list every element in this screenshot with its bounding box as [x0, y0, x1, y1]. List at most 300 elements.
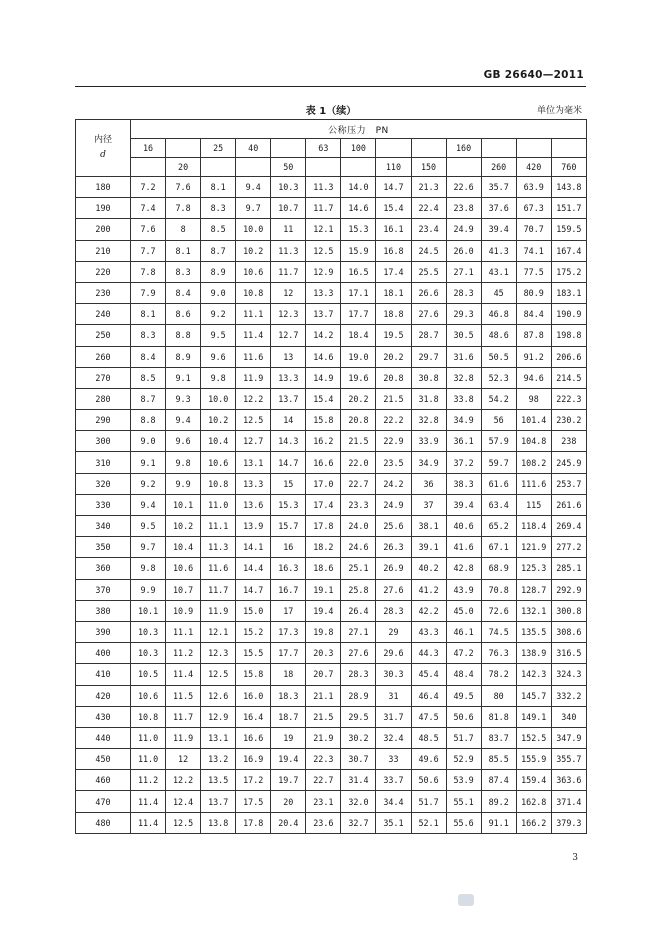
thickness-cell: 55.6	[446, 812, 481, 833]
thickness-cell: 21.5	[376, 388, 411, 409]
thickness-cell: 39.4	[481, 219, 516, 240]
thickness-cell: 11.4	[236, 325, 271, 346]
thickness-cell: 11.3	[201, 537, 236, 558]
diameter-cell: 320	[76, 473, 131, 494]
thickness-cell: 9.1	[131, 452, 166, 473]
thickness-cell: 11.0	[201, 494, 236, 515]
thickness-cell: 18.1	[376, 282, 411, 303]
thickness-cell: 13.7	[306, 304, 341, 325]
thickness-cell: 9.4	[236, 177, 271, 198]
table-row	[76, 558, 587, 579]
pn-header-cell	[376, 139, 411, 158]
thickness-cell: 183.1	[551, 282, 586, 303]
table-row	[76, 791, 587, 812]
diameter-cell: 410	[76, 664, 131, 685]
thickness-cell: 9.4	[131, 494, 166, 515]
thickness-cell: 13.7	[201, 791, 236, 812]
thickness-cell: 19.4	[306, 600, 341, 621]
thickness-cell: 46.1	[446, 621, 481, 642]
thickness-cell: 23.6	[306, 812, 341, 833]
pn-header-cell: 150	[411, 158, 446, 177]
thickness-cell: 18.7	[271, 706, 306, 727]
thickness-cell: 8.9	[166, 346, 201, 367]
thickness-cell: 23.4	[411, 219, 446, 240]
thickness-cell: 38.3	[446, 473, 481, 494]
thickness-cell: 74.1	[516, 240, 551, 261]
thickness-cell: 9.6	[201, 346, 236, 367]
thickness-cell: 11.1	[166, 621, 201, 642]
thickness-cell: 14.6	[306, 346, 341, 367]
thickness-cell: 22.7	[306, 770, 341, 791]
thickness-cell: 49.6	[411, 749, 446, 770]
thickness-cell: 41.6	[446, 537, 481, 558]
thickness-cell: 10.6	[201, 452, 236, 473]
table-row	[76, 367, 587, 388]
thickness-cell: 17.3	[271, 621, 306, 642]
thickness-cell: 17	[271, 600, 306, 621]
thickness-cell: 15.0	[236, 600, 271, 621]
table-row	[76, 325, 587, 346]
pressure-header: 公称压力 PN	[131, 120, 587, 139]
diameter-cell: 180	[76, 177, 131, 198]
thickness-cell: 89.2	[481, 791, 516, 812]
thickness-cell: 14.7	[236, 579, 271, 600]
thickness-cell: 70.8	[481, 579, 516, 600]
thickness-cell: 21.9	[306, 727, 341, 748]
thickness-cell: 39.4	[446, 494, 481, 515]
thickness-cell: 13	[271, 346, 306, 367]
thickness-cell: 8.3	[131, 325, 166, 346]
thickness-cell: 47.5	[411, 706, 446, 727]
thickness-cell: 8.8	[166, 325, 201, 346]
diameter-cell: 230	[76, 282, 131, 303]
thickness-cell: 132.1	[516, 600, 551, 621]
thickness-cell: 12.6	[201, 685, 236, 706]
thickness-cell: 111.6	[516, 473, 551, 494]
thickness-cell: 363.6	[551, 770, 586, 791]
thickness-cell: 8.4	[131, 346, 166, 367]
thickness-cell: 9.7	[236, 198, 271, 219]
diameter-cell: 370	[76, 579, 131, 600]
thickness-cell: 45.0	[446, 600, 481, 621]
thickness-cell: 56	[481, 410, 516, 431]
thickness-cell: 15.3	[271, 494, 306, 515]
thickness-cell: 17.2	[236, 770, 271, 791]
pn-header-cell	[516, 139, 551, 158]
thickness-cell: 9.0	[131, 431, 166, 452]
thickness-cell: 12	[271, 282, 306, 303]
thickness-cell: 17.0	[306, 473, 341, 494]
thickness-cell: 13.1	[236, 452, 271, 473]
thickness-cell: 138.9	[516, 643, 551, 664]
diameter-cell: 260	[76, 346, 131, 367]
thickness-cell: 20.2	[341, 388, 376, 409]
header-rule	[75, 86, 586, 87]
thickness-cell: 41.2	[411, 579, 446, 600]
thickness-cell: 16.8	[376, 240, 411, 261]
thickness-cell: 12.2	[166, 770, 201, 791]
thickness-cell: 52.1	[411, 812, 446, 833]
thickness-cell: 21.3	[411, 177, 446, 198]
thickness-cell: 61.6	[481, 473, 516, 494]
table-row	[76, 770, 587, 791]
thickness-cell: 31.8	[411, 388, 446, 409]
thickness-cell: 16.6	[306, 452, 341, 473]
table-row	[76, 643, 587, 664]
pn-header-cell: 760	[551, 158, 586, 177]
diameter-cell: 300	[76, 431, 131, 452]
thickness-cell: 17.8	[306, 516, 341, 537]
thickness-cell: 19	[271, 727, 306, 748]
thickness-cell: 47.2	[446, 643, 481, 664]
diameter-cell: 290	[76, 410, 131, 431]
thickness-cell: 16.0	[236, 685, 271, 706]
pn-header-cell: 40	[236, 139, 271, 158]
thickness-cell: 8.5	[131, 367, 166, 388]
thickness-cell: 13.8	[201, 812, 236, 833]
thickness-cell: 125.3	[516, 558, 551, 579]
thickness-cell: 36.1	[446, 431, 481, 452]
thickness-cell: 45.4	[411, 664, 446, 685]
thickness-cell: 11.2	[166, 643, 201, 664]
thickness-cell: 14.4	[236, 558, 271, 579]
thickness-cell: 28.3	[446, 282, 481, 303]
diameter-cell: 200	[76, 219, 131, 240]
thickness-cell: 11.7	[166, 706, 201, 727]
thickness-cell: 26.3	[376, 537, 411, 558]
thickness-cell: 277.2	[551, 537, 586, 558]
thickness-cell: 48.6	[481, 325, 516, 346]
thickness-cell: 85.5	[481, 749, 516, 770]
thickness-cell: 15.4	[376, 198, 411, 219]
thickness-cell: 20.4	[271, 812, 306, 833]
thickness-cell: 10.9	[166, 600, 201, 621]
pn-header-cell: 100	[341, 139, 376, 158]
thickness-cell: 15.7	[271, 516, 306, 537]
thickness-cell: 29	[376, 621, 411, 642]
thickness-cell: 7.6	[131, 219, 166, 240]
thickness-cell: 8.8	[131, 410, 166, 431]
thickness-cell: 9.3	[166, 388, 201, 409]
thickness-cell: 18.4	[341, 325, 376, 346]
thickness-cell: 11.4	[131, 791, 166, 812]
thickness-cell: 10.2	[166, 516, 201, 537]
thickness-cell: 115	[516, 494, 551, 515]
diameter-cell: 210	[76, 240, 131, 261]
thickness-cell: 10.3	[131, 621, 166, 642]
pn-header-cell	[481, 139, 516, 158]
thickness-cell: 31.7	[376, 706, 411, 727]
thickness-cell: 12.2	[236, 388, 271, 409]
thickness-cell: 33.7	[376, 770, 411, 791]
diameter-cell: 340	[76, 516, 131, 537]
table-row	[76, 431, 587, 452]
thickness-cell: 245.9	[551, 452, 586, 473]
thickness-cell: 261.6	[551, 494, 586, 515]
thickness-cell: 19.6	[341, 367, 376, 388]
thickness-cell: 32.8	[411, 410, 446, 431]
thickness-cell: 18.2	[306, 537, 341, 558]
thickness-cell: 94.6	[516, 367, 551, 388]
thickness-cell: 19.8	[306, 621, 341, 642]
thickness-cell: 10.0	[236, 219, 271, 240]
table-row	[76, 579, 587, 600]
thickness-cell: 50.5	[481, 346, 516, 367]
thickness-cell: 28.7	[411, 325, 446, 346]
thickness-cell: 78.2	[481, 664, 516, 685]
thickness-cell: 15.8	[306, 410, 341, 431]
thickness-cell: 238	[551, 431, 586, 452]
table-row	[76, 727, 587, 748]
pn-header-cell: 160	[446, 139, 481, 158]
thickness-cell: 32.8	[446, 367, 481, 388]
thickness-cell: 65.2	[481, 516, 516, 537]
thickness-cell: 155.9	[516, 749, 551, 770]
thickness-cell: 37.6	[481, 198, 516, 219]
table-row	[76, 537, 587, 558]
thickness-cell: 17.7	[341, 304, 376, 325]
thickness-cell: 76.3	[481, 643, 516, 664]
thickness-cell: 9.2	[201, 304, 236, 325]
thickness-cell: 11.3	[306, 177, 341, 198]
table-row	[76, 261, 587, 282]
diameter-cell: 360	[76, 558, 131, 579]
thickness-cell: 12.1	[306, 219, 341, 240]
table-row	[76, 621, 587, 642]
thickness-cell: 30.5	[446, 325, 481, 346]
diameter-cell: 430	[76, 706, 131, 727]
thickness-cell: 11.9	[236, 367, 271, 388]
diameter-cell: 190	[76, 198, 131, 219]
thickness-cell: 10.2	[201, 410, 236, 431]
thickness-cell: 13.1	[201, 727, 236, 748]
thickness-cell: 10.5	[131, 664, 166, 685]
thickness-cell: 14.6	[341, 198, 376, 219]
thickness-cell: 7.8	[131, 261, 166, 282]
thickness-cell: 10.1	[131, 600, 166, 621]
thickness-cell: 54.2	[481, 388, 516, 409]
header-row-pn-2	[76, 158, 587, 177]
thickness-cell: 30.3	[376, 664, 411, 685]
diameter-cell: 400	[76, 643, 131, 664]
thickness-cell: 8.7	[131, 388, 166, 409]
thickness-cell: 91.2	[516, 346, 551, 367]
table-row	[76, 516, 587, 537]
thickness-cell: 14.2	[306, 325, 341, 346]
thickness-cell: 27.1	[341, 621, 376, 642]
thickness-cell: 8.7	[201, 240, 236, 261]
thickness-cell: 11.4	[166, 664, 201, 685]
thickness-cell: 27.6	[341, 643, 376, 664]
thickness-cell: 8.1	[131, 304, 166, 325]
thickness-cell: 37	[411, 494, 446, 515]
thickness-cell: 11.4	[131, 812, 166, 833]
thickness-cell: 15.2	[236, 621, 271, 642]
thickness-cell: 9.7	[131, 537, 166, 558]
pn-header-cell	[341, 158, 376, 177]
thickness-cell: 27.1	[446, 261, 481, 282]
thickness-cell: 162.8	[516, 791, 551, 812]
standard-code: GB 26640—2011	[483, 69, 584, 81]
thickness-cell: 26.6	[411, 282, 446, 303]
thickness-cell: 16.5	[341, 261, 376, 282]
table-row	[76, 240, 587, 261]
thickness-cell: 18.6	[306, 558, 341, 579]
diameter-cell: 330	[76, 494, 131, 515]
thickness-cell: 25.1	[341, 558, 376, 579]
thickness-cell: 15.5	[236, 643, 271, 664]
thickness-cell: 285.1	[551, 558, 586, 579]
thickness-cell: 347.9	[551, 727, 586, 748]
thickness-cell: 63.4	[481, 494, 516, 515]
thickness-cell: 17.7	[271, 643, 306, 664]
thickness-cell: 23.3	[341, 494, 376, 515]
thickness-cell: 12.5	[166, 812, 201, 833]
thickness-cell: 14	[271, 410, 306, 431]
thickness-cell: 98	[516, 388, 551, 409]
thickness-cell: 292.9	[551, 579, 586, 600]
thickness-cell: 41.3	[481, 240, 516, 261]
thickness-cell: 16.7	[271, 579, 306, 600]
pn-header-cell: 20	[166, 158, 201, 177]
diameter-cell: 440	[76, 727, 131, 748]
thickness-cell: 10.3	[271, 177, 306, 198]
thickness-cell: 31.4	[341, 770, 376, 791]
thickness-cell: 17.4	[306, 494, 341, 515]
thickness-cell: 20	[271, 791, 306, 812]
thickness-cell: 10.4	[166, 537, 201, 558]
thickness-cell: 13.5	[201, 770, 236, 791]
diameter-cell: 220	[76, 261, 131, 282]
thickness-cell: 20.2	[376, 346, 411, 367]
thickness-cell: 14.0	[341, 177, 376, 198]
thickness-cell: 14.1	[236, 537, 271, 558]
thickness-cell: 175.2	[551, 261, 586, 282]
thickness-cell: 51.7	[446, 727, 481, 748]
pn-header-cell	[236, 158, 271, 177]
table-row	[76, 282, 587, 303]
thickness-cell: 11.2	[131, 770, 166, 791]
thickness-cell: 206.6	[551, 346, 586, 367]
thickness-cell: 9.6	[166, 431, 201, 452]
thickness-cell: 11.6	[201, 558, 236, 579]
thickness-cell: 8.1	[201, 177, 236, 198]
thickness-cell: 13.7	[271, 388, 306, 409]
thickness-cell: 20.7	[306, 664, 341, 685]
thickness-cell: 29.3	[446, 304, 481, 325]
thickness-cell: 23.1	[306, 791, 341, 812]
thickness-cell: 10.8	[236, 282, 271, 303]
diameter-header: 内径 d	[76, 120, 131, 177]
thickness-cell: 152.5	[516, 727, 551, 748]
thickness-cell: 29.7	[411, 346, 446, 367]
thickness-cell: 308.6	[551, 621, 586, 642]
thickness-cell: 33.9	[411, 431, 446, 452]
thickness-cell: 32.7	[341, 812, 376, 833]
thickness-cell: 12.7	[236, 431, 271, 452]
thickness-cell: 13.3	[306, 282, 341, 303]
thickness-cell: 22.4	[411, 198, 446, 219]
thickness-cell: 31.6	[446, 346, 481, 367]
diameter-cell: 450	[76, 749, 131, 770]
thickness-cell: 15.8	[236, 664, 271, 685]
table-row	[76, 177, 587, 198]
thickness-cell: 11.1	[201, 516, 236, 537]
thickness-cell: 22.0	[341, 452, 376, 473]
table-row	[76, 664, 587, 685]
table-row	[76, 473, 587, 494]
thickness-cell: 12.3	[201, 643, 236, 664]
thickness-cell: 14.3	[271, 431, 306, 452]
thickness-cell: 12.9	[201, 706, 236, 727]
thickness-cell: 29.6	[376, 643, 411, 664]
thickness-cell: 13.9	[236, 516, 271, 537]
pn-header-cell	[166, 139, 201, 158]
thickness-cell: 12.9	[306, 261, 341, 282]
thickness-cell: 80.9	[516, 282, 551, 303]
thickness-cell: 9.4	[166, 410, 201, 431]
diameter-cell: 380	[76, 600, 131, 621]
thickness-cell: 49.5	[446, 685, 481, 706]
thickness-cell: 7.6	[166, 177, 201, 198]
wall-thickness-table	[75, 119, 587, 834]
thickness-cell: 19.7	[271, 770, 306, 791]
pn-header-cell: 420	[516, 158, 551, 177]
thickness-cell: 18.8	[376, 304, 411, 325]
thickness-cell: 16.1	[376, 219, 411, 240]
thickness-cell: 9.0	[201, 282, 236, 303]
diameter-cell: 470	[76, 791, 131, 812]
thickness-cell: 159.4	[516, 770, 551, 791]
page-number: 3	[572, 853, 578, 863]
table-row	[76, 219, 587, 240]
thickness-cell: 26.9	[376, 558, 411, 579]
thickness-cell: 52.9	[446, 749, 481, 770]
thickness-cell: 63.9	[516, 177, 551, 198]
thickness-cell: 45	[481, 282, 516, 303]
thickness-cell: 27.6	[411, 304, 446, 325]
thickness-cell: 24.9	[376, 494, 411, 515]
thickness-cell: 10.2	[236, 240, 271, 261]
thickness-cell: 87.4	[481, 770, 516, 791]
thickness-cell: 9.9	[131, 579, 166, 600]
thickness-cell: 67.3	[516, 198, 551, 219]
thickness-cell: 8.1	[166, 240, 201, 261]
thickness-cell: 8.6	[166, 304, 201, 325]
thickness-cell: 70.7	[516, 219, 551, 240]
thickness-cell: 7.4	[131, 198, 166, 219]
diameter-cell: 240	[76, 304, 131, 325]
thickness-cell: 9.9	[166, 473, 201, 494]
thickness-cell: 19.0	[341, 346, 376, 367]
thickness-cell: 21.5	[306, 706, 341, 727]
thickness-cell: 53.9	[446, 770, 481, 791]
thickness-cell: 10.0	[201, 388, 236, 409]
thickness-cell: 43.9	[446, 579, 481, 600]
thickness-cell: 16	[271, 537, 306, 558]
table-row	[76, 706, 587, 727]
thickness-cell: 135.5	[516, 621, 551, 642]
thickness-cell: 20.8	[376, 367, 411, 388]
diameter-cell: 310	[76, 452, 131, 473]
thickness-cell: 34.9	[446, 410, 481, 431]
pn-header-cell	[306, 158, 341, 177]
thickness-cell: 44.3	[411, 643, 446, 664]
thickness-cell: 7.8	[166, 198, 201, 219]
pn-header-cell	[131, 158, 166, 177]
thickness-cell: 59.7	[481, 452, 516, 473]
thickness-cell: 26.0	[446, 240, 481, 261]
